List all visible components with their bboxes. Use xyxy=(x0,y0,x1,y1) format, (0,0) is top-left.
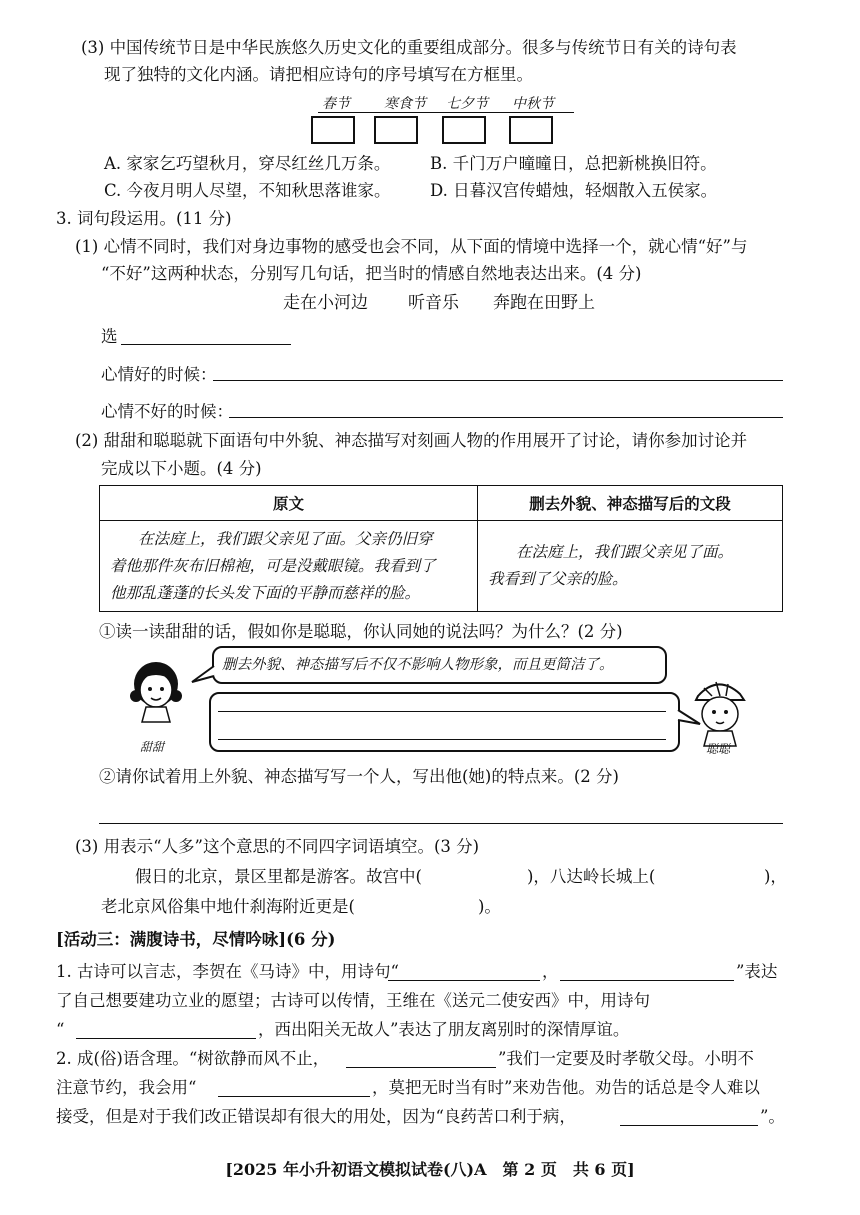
activity3-title: [活动三：满腹诗书，尽情吟咏](6 分) xyxy=(56,930,336,949)
p1-line2: “不好”这两种状态，分别写几句话，把当时的情感自然地表达出来。(4 分) xyxy=(101,264,642,283)
orig-line2: 着他那件灰布旧棉袍，可是没戴眼镜。我看到了 xyxy=(110,556,436,575)
congcong-name: 聪聪 xyxy=(706,742,731,756)
table-header-edited: 删去外貌、神态描写后的文段 xyxy=(478,486,783,521)
a3-q1-blank2[interactable] xyxy=(560,980,734,981)
a3-q2-line2b: ，莫把无时当有时”来劝告他。劝告的话总是令人难以 xyxy=(372,1078,760,1097)
a3-q1-blank1[interactable] xyxy=(388,980,540,981)
answer-box-hanshi[interactable] xyxy=(374,116,418,144)
a3-q2-blank1[interactable] xyxy=(346,1067,496,1068)
sub-question-2: ②请你试着用上外貌、神态描写写一个人，写出他(她)的特点来。(2 分) xyxy=(99,767,619,786)
a3-q2-blank3[interactable] xyxy=(620,1125,758,1126)
table-cell-edited xyxy=(478,521,783,612)
page-footer: [2025 年小升初语文模拟试卷(八)A 第 2 页 共 6 页] xyxy=(225,1160,635,1179)
bad-mood-answer-line[interactable] xyxy=(229,417,783,418)
congcong-answer-line-2[interactable] xyxy=(218,739,666,740)
tiantian-name: 甜甜 xyxy=(140,740,165,754)
p3-s2b: )。 xyxy=(478,897,501,916)
a3-q2-line1a: 2. 成(俗)语含理。“树欲静而风不止， xyxy=(56,1049,330,1068)
p3-s1b: )，八达岭长城上( xyxy=(527,867,656,886)
orig-line3: 他那乱蓬蓬的长头发下面的平静而慈祥的脸。 xyxy=(110,583,421,602)
p3-s2a: 老北京风俗集中地什刹海附近更是( xyxy=(101,897,355,916)
a3-q2-line2a: 注意节约，我会用“ xyxy=(56,1078,197,1097)
comparison-table xyxy=(99,485,783,612)
tiantian-girl-icon xyxy=(128,652,184,742)
sub-question-1: ①读一读甜甜的话，假如你是聪聪，你认同她的说法吗？为什么？(2 分) xyxy=(99,622,623,641)
sub2-answer-line[interactable] xyxy=(99,823,783,824)
p1-line1: (1) 心情不同时，我们对身边事物的感受也会不同，从下面的情境中选择一个，就心情“好”与 xyxy=(75,237,748,256)
table-cell-original xyxy=(100,521,478,612)
p3-s1c: )， xyxy=(764,867,787,886)
a3-q1-line1b: ， xyxy=(542,962,559,981)
bad-mood-label: 心情不好的时候： xyxy=(101,402,233,421)
select-label: 选 xyxy=(101,327,118,346)
option-a: A. 家家乞巧望秋月，穿尽红丝几万条。 xyxy=(104,154,391,173)
a3-q1-line1a: 1. 古诗可以言志，李贺在《马诗》中，用诗句“ xyxy=(56,962,399,981)
a3-q2-blank2[interactable] xyxy=(218,1096,370,1097)
scene-music: 听音乐 xyxy=(408,293,459,313)
a3-q1-line1c: ”表达 xyxy=(736,962,778,981)
p3-line: (3) 用表示“人多”这个意思的不同四字词语填空。(3 分) xyxy=(75,837,480,856)
p2-line2: 完成以下小题。(4 分) xyxy=(101,459,262,478)
good-mood-answer-line[interactable] xyxy=(213,380,783,381)
option-b: B. 千门万户曈曈日，总把新桃换旧符。 xyxy=(430,154,717,173)
edited-line1: 在法庭上，我们跟父亲见了面。 xyxy=(516,543,734,561)
q3-line2: 现了独特的文化内涵。请把相应诗句的序号填写在方框里。 xyxy=(104,65,533,84)
good-mood-label: 心情好的时候： xyxy=(101,365,217,384)
scene-field: 奔跑在田野上 xyxy=(493,293,595,313)
scene-river: 走在小河边 xyxy=(283,293,368,313)
a3-q2-line3a: 接受，但是对于我们改正错误却有很大的用处，因为“良药苦口利于病， xyxy=(56,1107,576,1126)
answer-box-qixi[interactable] xyxy=(442,116,486,144)
option-d: D. 日暮汉宫传蜡烛，轻烟散入五侯家。 xyxy=(430,181,718,200)
orig-line1: 在法庭上，我们跟父亲见了面。父亲仍旧穿 xyxy=(138,529,433,548)
tiantian-speech: 删去外貌、神态描写后不仅不影响人物形象，而且更简洁了。 xyxy=(222,657,614,673)
a3-q1-line3a: “ xyxy=(56,1020,65,1039)
a3-q2-line3b: ”。 xyxy=(760,1107,785,1126)
festival-label-hanshi: 寒食节 xyxy=(384,96,426,112)
bubble-tail-icon xyxy=(190,664,216,686)
a3-q1-blank3[interactable] xyxy=(76,1038,256,1039)
edited-line2: 我看到了父亲的脸。 xyxy=(488,570,628,588)
a3-q1-line2: 了自己想要建功立业的愿望；古诗可以传情，王维在《送元二使安西》中，用诗句 xyxy=(56,991,650,1010)
festival-label-spring: 春节 xyxy=(322,96,350,112)
answer-box-midautumn[interactable] xyxy=(509,116,553,144)
festival-label-midautumn: 中秋节 xyxy=(512,96,554,112)
festival-label-qixi: 七夕节 xyxy=(446,96,488,112)
table-header-original: 原文 xyxy=(100,486,478,521)
answer-box-spring[interactable] xyxy=(311,116,355,144)
q3-line1: (3) 中国传统节日是中华民族悠久历史文化的重要组成部分。很多与传统节日有关的诗句表 xyxy=(81,38,737,57)
p2-line1: (2) 甜甜和聪聪就下面语句中外貌、神态描写对刻画人物的作用展开了讨论，请你参加讨论并 xyxy=(75,431,748,450)
festival-underline xyxy=(318,112,574,113)
congcong-answer-bubble xyxy=(209,692,680,752)
a3-q1-line3b: ，西出阳关无故人”表达了朋友离别时的深情厚谊。 xyxy=(258,1020,630,1039)
select-answer-line[interactable] xyxy=(121,344,291,345)
section3-title: 3. 词句段运用。(11 分) xyxy=(56,209,232,228)
p3-s1a: 假日的北京，景区里都是游客。故宫中( xyxy=(135,867,422,886)
a3-q2-line1b: ”我们一定要及时孝敬父母。小明不 xyxy=(498,1049,754,1068)
option-c: C. 今夜月明人尽望，不知秋思落谁家。 xyxy=(104,181,391,200)
congcong-answer-line-1[interactable] xyxy=(218,711,666,712)
